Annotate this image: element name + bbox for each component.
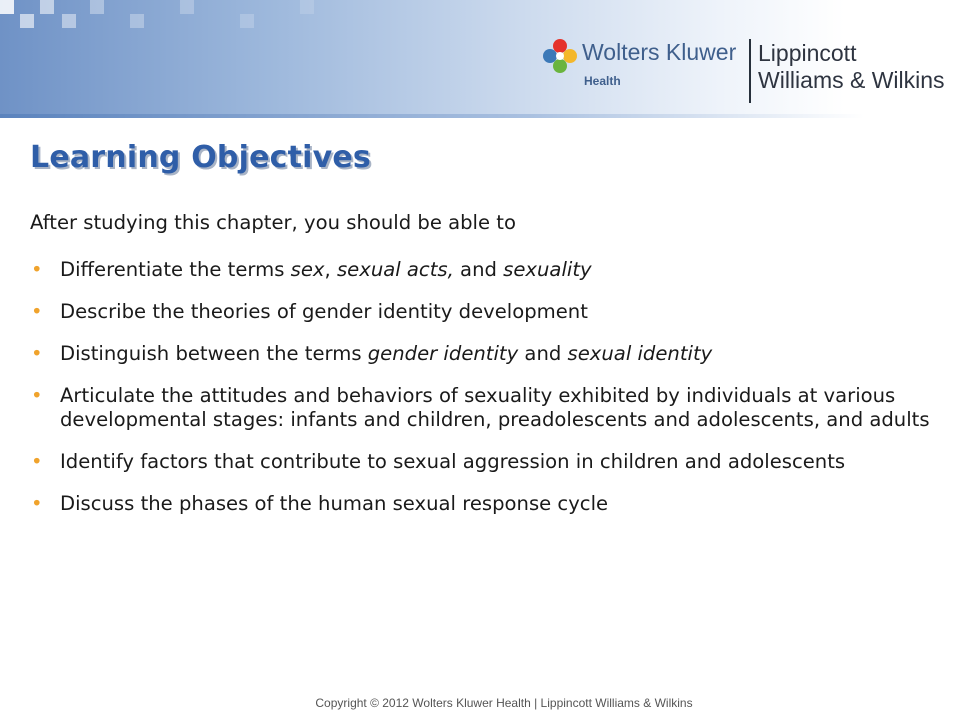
- objective-text: Differentiate the terms: [60, 258, 291, 281]
- objective-text: and: [518, 342, 568, 365]
- logo-imprint-line1: Lippincott: [758, 40, 857, 66]
- slide-title: Learning Objectives: [30, 140, 371, 175]
- copyright-footer: Copyright © 2012 Wolters Kluwer Health | Lippincott Williams & Wilkins: [315, 696, 693, 710]
- objective-text: Describe the theories of gender identity development: [60, 300, 588, 323]
- objective-text: and: [453, 258, 504, 281]
- bullet-icon: •: [31, 300, 43, 323]
- objective-term: sex: [290, 258, 325, 281]
- bullet-icon: •: [31, 450, 43, 473]
- objective-text: Articulate the attitudes and behaviors of sexuality exhibited by individuals at various developmental stages: infants and children, preadolescents and adolescents, and adults: [60, 384, 930, 431]
- bullet-icon: •: [31, 342, 43, 365]
- logo-division-name: Health: [584, 74, 621, 88]
- objective-term: sexual identity: [567, 342, 713, 365]
- objective-item: [30, 258, 950, 282]
- wolters-kluwer-logo-icon: [542, 38, 578, 74]
- objective-text: Identify factors that contribute to sexual aggression in children and adolescents: [60, 450, 846, 473]
- objective-term: sexuality: [503, 258, 592, 281]
- objective-item: [30, 300, 950, 324]
- bullet-icon: •: [31, 492, 43, 515]
- publisher-logo: [542, 38, 957, 104]
- objective-term: gender identity: [367, 342, 519, 365]
- objective-item: [30, 492, 950, 516]
- objectives-list: [30, 258, 950, 534]
- objective-text: Distinguish between the terms: [60, 342, 368, 365]
- logo-imprint: [758, 40, 945, 94]
- objective-text: ,: [324, 258, 337, 281]
- bullet-icon: •: [31, 384, 43, 407]
- objective-item: [30, 342, 950, 366]
- objective-term: sexual acts,: [336, 258, 454, 281]
- objective-item: [30, 384, 950, 432]
- decorative-squares: [0, 0, 330, 30]
- intro-text: After studying this chapter, you should be able to: [30, 211, 516, 234]
- logo-company-name: Wolters Kluwer: [582, 39, 737, 65]
- logo-imprint-line2: Williams & Wilkins: [758, 67, 945, 93]
- objective-text: Discuss the phases of the human sexual response cycle: [60, 492, 609, 515]
- bullet-icon: •: [31, 258, 43, 281]
- objective-item: [30, 450, 950, 474]
- logo-divider: [749, 39, 751, 103]
